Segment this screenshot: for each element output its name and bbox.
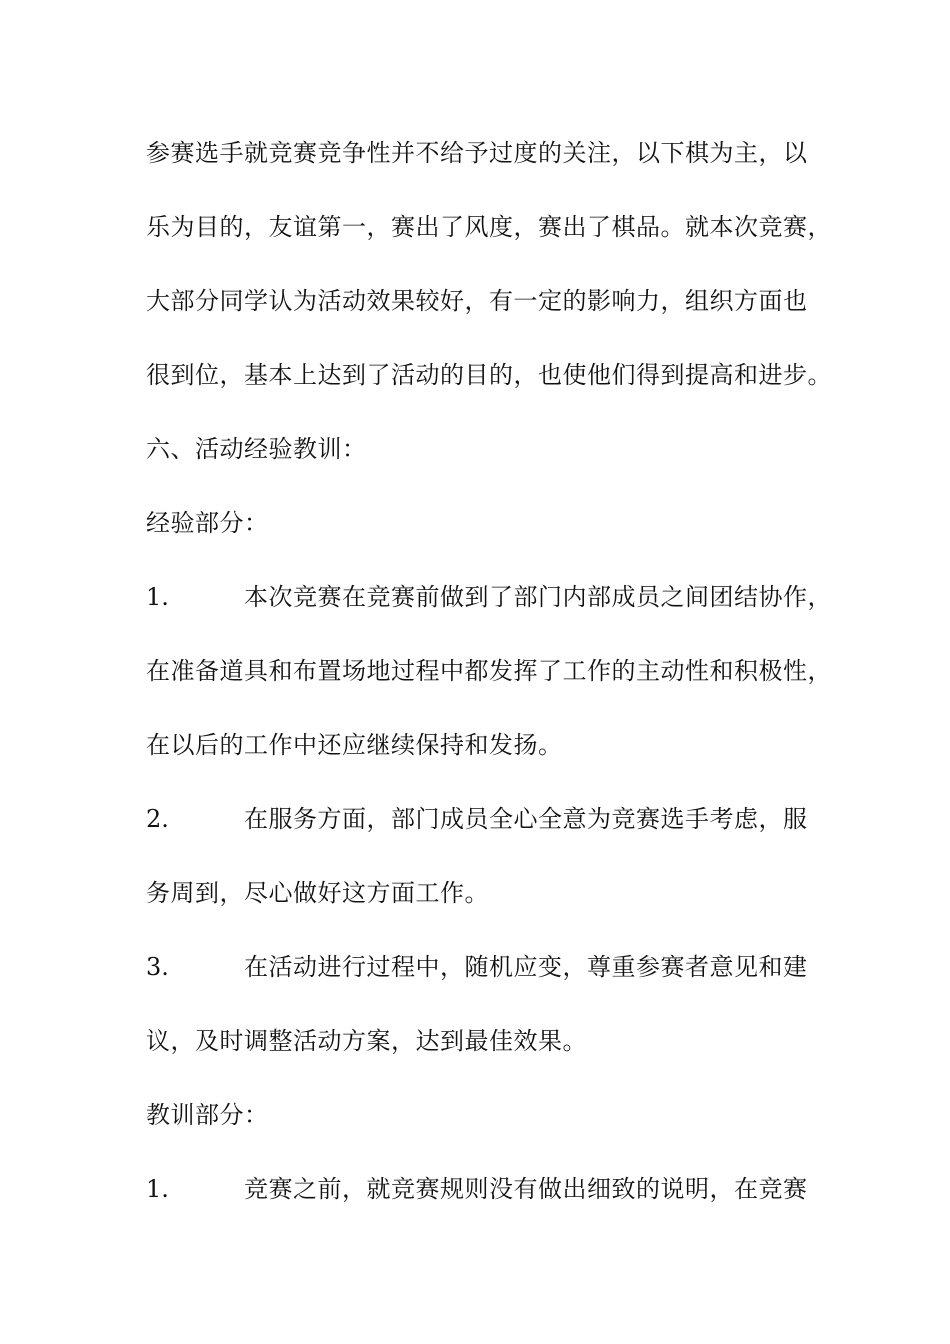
paragraph-line: 乐为目的，友谊第一，赛出了风度，赛出了棋品。就本次竞赛，: [146, 213, 832, 241]
paragraph-line: 在以后的工作中还应继续保持和发扬。: [146, 731, 563, 759]
section-heading: 六、活动经验教训：: [146, 435, 367, 463]
paragraph-line: 大部分同学认为活动效果较好，有一定的影响力，组织方面也: [146, 287, 808, 315]
list-item-text: 在活动进行过程中，随机应变，尊重参赛者意见和建: [244, 953, 808, 981]
subsection-heading: 教训部分：: [146, 1101, 269, 1129]
paragraph-line: 很到位，基本上达到了活动的目的，也使他们得到提高和进步。: [146, 361, 832, 389]
list-item-number: 1.: [146, 583, 169, 611]
list-item-text: 本次竞赛在竞赛前做到了部门内部成员之间团结协作，: [244, 583, 832, 611]
list-item-text: 在服务方面，部门成员全心全意为竞赛选手考虑，服: [244, 805, 808, 833]
paragraph-line: 务周到，尽心做好这方面工作。: [146, 879, 489, 907]
list-item-number: 1.: [146, 1175, 169, 1203]
subsection-heading: 经验部分：: [146, 509, 269, 537]
list-item-text: 竞赛之前，就竞赛规则没有做出细致的说明，在竞赛: [244, 1175, 808, 1203]
paragraph-line: 参赛选手就竞赛竞争性并不给予过度的关注，以下棋为主，以: [146, 139, 808, 167]
list-item-number: 3.: [146, 953, 169, 981]
list-item-number: 2.: [146, 805, 169, 833]
paragraph-line: 在准备道具和布置场地过程中都发挥了工作的主动性和积极性，: [146, 657, 832, 685]
paragraph-line: 议，及时调整活动方案，达到最佳效果。: [146, 1027, 587, 1055]
